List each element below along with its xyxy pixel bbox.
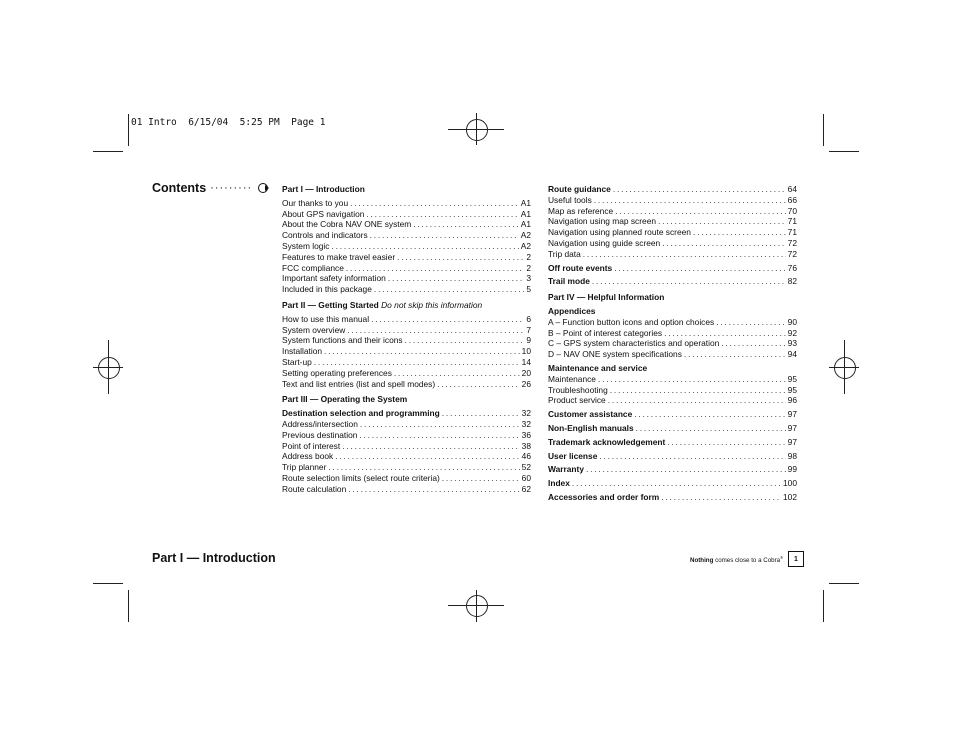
leader-dots: ·········	[210, 182, 253, 194]
toc-entry[interactable]: Route calculation ..... 62	[282, 484, 531, 495]
part3-heading: Part III — Operating the System	[282, 394, 408, 405]
toc-entry[interactable]: User license ..... 98	[548, 451, 797, 462]
toc-entry[interactable]: Important safety information ..... 3	[282, 273, 531, 284]
toc-entry[interactable]: Non-English manuals ..... 97	[548, 423, 797, 434]
toc-entry[interactable]: About GPS navigation ..... A1	[282, 209, 531, 220]
toc-entry[interactable]: FCC compliance ..... 2	[282, 263, 531, 274]
arrow-circle-icon	[258, 183, 268, 193]
toc-entry[interactable]: Trip data ..... 72	[548, 249, 797, 260]
toc-entry[interactable]: Included in this package ..... 5	[282, 284, 531, 295]
toc-entry[interactable]: C – GPS system characteristics and operation ..... 93	[548, 338, 797, 349]
toc-entry[interactable]: Trail mode ..... 82	[548, 276, 797, 287]
registration-circle	[834, 357, 856, 379]
page-number: 1	[788, 551, 804, 567]
crop-mark	[823, 590, 824, 622]
toc-entry[interactable]: Accessories and order form ..... 102	[548, 492, 797, 503]
toc-entry[interactable]: System overview ..... 7	[282, 325, 531, 336]
toc-entry[interactable]: Address/intersection ..... 32	[282, 419, 531, 430]
toc-right-column	[548, 184, 797, 503]
toc-entry[interactable]: About the Cobra NAV ONE system ..... A1	[282, 219, 531, 230]
part2-subheading: Do not skip this information	[381, 299, 483, 310]
crop-mark	[829, 151, 859, 152]
toc-entry[interactable]: A – Function button icons and option choices ..... 90	[548, 317, 797, 328]
crop-mark	[823, 114, 824, 146]
toc-entry[interactable]: Troubleshooting ..... 95	[548, 385, 797, 396]
toc-entry[interactable]: Index ..... 100	[548, 478, 797, 489]
toc-entry[interactable]: Navigation using guide screen ..... 72	[548, 238, 797, 249]
toc-entry[interactable]: Customer assistance ..... 97	[548, 409, 797, 420]
contents-heading	[152, 181, 268, 195]
registration-circle	[466, 119, 488, 141]
appendices-heading: Appendices	[548, 305, 596, 316]
toc-entry[interactable]: System functions and their icons ..... 9	[282, 335, 531, 346]
toc-entry[interactable]: Trip planner ..... 52	[282, 462, 531, 473]
toc-entry[interactable]: D – NAV ONE system specifications ..... 94	[548, 349, 797, 360]
toc-entry[interactable]: System logic ..... A2	[282, 241, 531, 252]
toc-entry[interactable]: Point of interest ..... 38	[282, 441, 531, 452]
part1-heading: Part I — Introduction	[282, 184, 365, 194]
toc-entry[interactable]: How to use this manual ..... 6	[282, 314, 531, 325]
part4-heading: Part IV — Helpful Information	[548, 292, 665, 303]
toc-entry[interactable]: Navigation using map screen ..... 71	[548, 216, 797, 227]
toc-entry[interactable]: Trademark acknowledgement ..... 97	[548, 437, 797, 448]
maintenance-heading: Maintenance and service	[548, 362, 648, 373]
toc-entry[interactable]: Our thanks to you ..... A1	[282, 198, 531, 209]
toc-entry[interactable]: Setting operating preferences ..... 20	[282, 368, 531, 379]
toc-entry[interactable]: Navigation using planned route screen ..... 71	[548, 227, 797, 238]
crop-mark	[93, 151, 123, 152]
crop-mark	[128, 114, 129, 146]
toc-entry[interactable]: Address book ..... 46	[282, 451, 531, 462]
trademark-symbol: ®	[780, 555, 784, 560]
toc-entry[interactable]: Text and list entries (list and spell modes) ..... 26	[282, 379, 531, 390]
part2-heading: Part II — Getting Started Do not skip this information	[282, 299, 483, 310]
toc-entry[interactable]: Destination selection and programming ..... 32	[282, 408, 531, 419]
crop-mark	[128, 590, 129, 622]
toc-entry[interactable]: Product service ..... 96	[548, 395, 797, 406]
toc-entry[interactable]: Route guidance ..... 64	[548, 184, 797, 195]
toc-entry[interactable]: Installation ..... 10	[282, 346, 531, 357]
toc-entry[interactable]: Maintenance ..... 95	[548, 374, 797, 385]
toc-entry[interactable]: Start-up ..... 14	[282, 357, 531, 368]
registration-circle	[98, 357, 120, 379]
toc-left-column	[282, 184, 531, 495]
toc-entry[interactable]: Map as reference ..... 70	[548, 206, 797, 217]
toc-entry[interactable]: Off route events ..... 76	[548, 263, 797, 274]
footer-section-title: Part I — Introduction	[152, 551, 276, 565]
crop-mark	[93, 583, 123, 584]
contents-label: Contents	[152, 181, 207, 195]
registration-circle	[466, 595, 488, 617]
toc-entry[interactable]: B – Point of interest categories ..... 92	[548, 328, 797, 339]
toc-entry[interactable]: Route selection limits (select route criteria) ..... 60	[282, 473, 531, 484]
printer-slug: 01 Intro 6/15/04 5:25 PM Page 1	[131, 117, 326, 128]
toc-entry[interactable]: Warranty ..... 99	[548, 464, 797, 475]
crop-mark	[829, 583, 859, 584]
toc-entry[interactable]: Controls and indicators ..... A2	[282, 230, 531, 241]
toc-entry[interactable]: Useful tools ..... 66	[548, 195, 797, 206]
footer-tagline: Nothing comes close to a Cobra®	[690, 555, 784, 565]
toc-entry[interactable]: Previous destination ..... 36	[282, 430, 531, 441]
toc-entry[interactable]: Features to make travel easier ..... 2	[282, 252, 531, 263]
